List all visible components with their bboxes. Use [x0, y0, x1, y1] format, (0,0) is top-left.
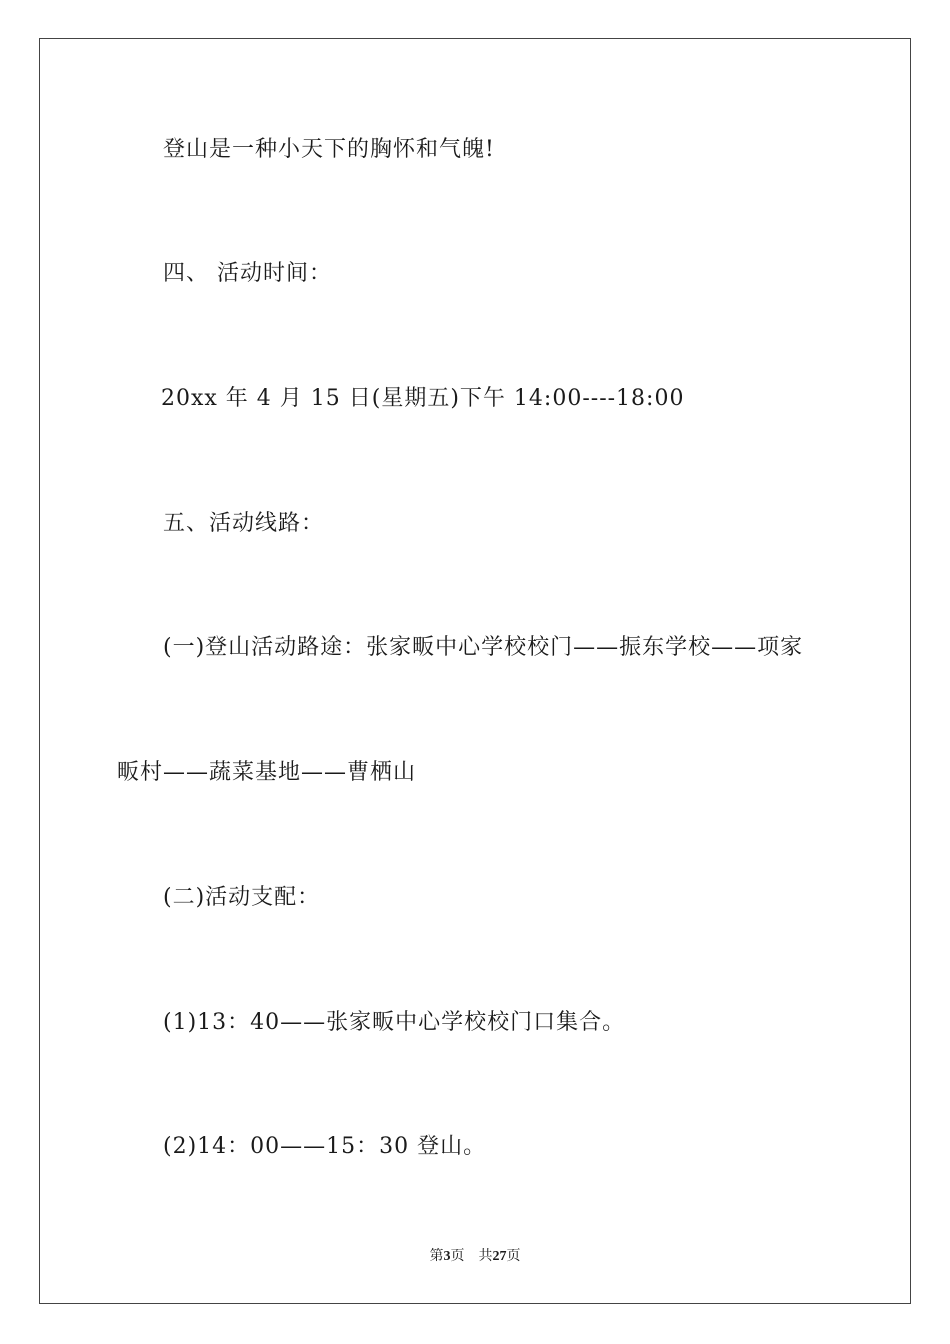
page-frame	[39, 38, 911, 1304]
footer-page-suffix: 页	[450, 1249, 465, 1264]
footer-page-number: 3	[443, 1249, 451, 1264]
subsection-heading-arrangement: (二)活动支配：	[163, 885, 321, 910]
footer-total-prefix: 共	[478, 1249, 493, 1264]
route-line-1: (一)登山活动路途：张家畈中心学校校门——振东学校——项家	[163, 635, 804, 660]
page-footer	[0, 1247, 950, 1267]
footer-page-prefix: 第	[429, 1249, 444, 1264]
paragraph-line-1: 登山是一种小天下的胸怀和气魄!	[163, 137, 495, 162]
schedule-item-2: (2)14：00——15：30 登山。	[163, 1134, 487, 1159]
footer-total-suffix: 页	[506, 1249, 521, 1264]
activity-time-value: 20xx 年 4 月 15 日(星期五)下午 14:00----18:00	[161, 386, 685, 411]
schedule-item-1: (1)13：40——张家畈中心学校校门口集合。	[163, 1010, 626, 1035]
section-heading-activity-time: 四、 活动时间：	[163, 261, 332, 286]
route-line-2: 畈村——蔬菜基地——曹栖山	[117, 760, 417, 785]
footer-total-pages: 27	[492, 1249, 507, 1264]
section-heading-activity-route: 五、活动线路：	[163, 511, 325, 536]
